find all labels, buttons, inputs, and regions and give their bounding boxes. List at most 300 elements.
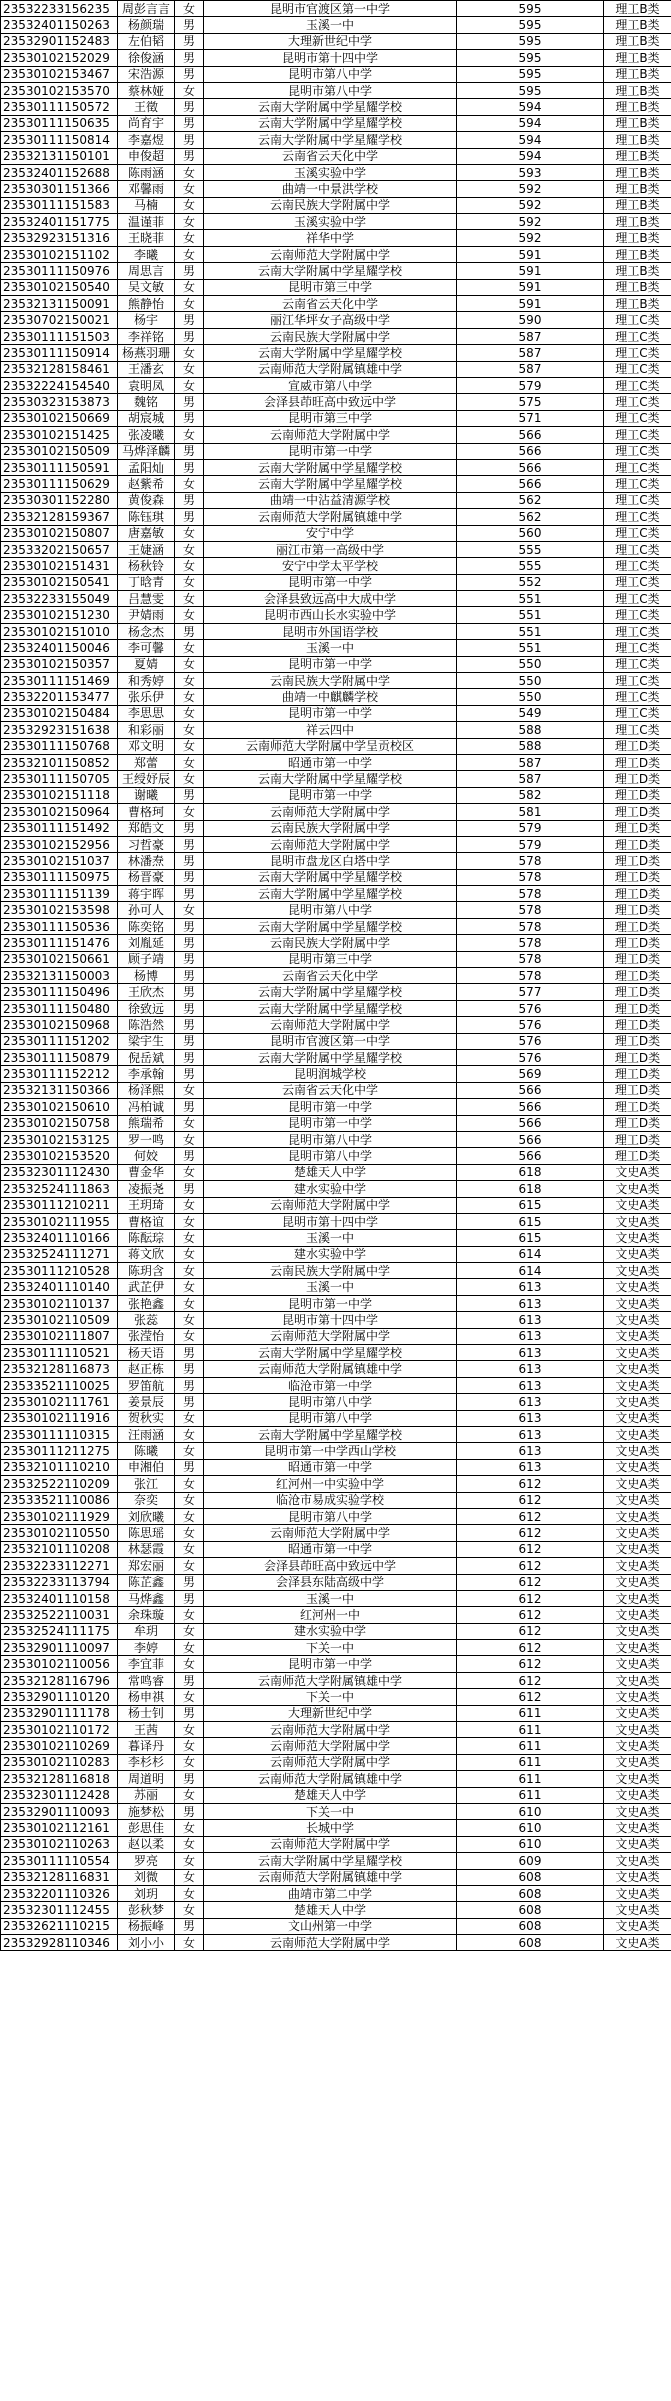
table-row <box>1 1148 671 1164</box>
candidate-id-cell: 23530323153873 <box>1 394 118 410</box>
category-cell: 理工C类 <box>604 394 671 410</box>
gender-cell: 女 <box>175 427 204 443</box>
score-cell: 614 <box>457 1263 604 1279</box>
table-row <box>1 804 671 820</box>
candidate-id-cell: 23530111150572 <box>1 99 118 115</box>
gender-cell: 男 <box>175 1033 204 1049</box>
table-row <box>1 1476 671 1492</box>
gender-cell: 女 <box>175 722 204 738</box>
table-row <box>1 361 671 377</box>
table-row <box>1 591 671 607</box>
gender-cell: 女 <box>175 214 204 230</box>
student-name-cell: 陈玥含 <box>118 1263 175 1279</box>
table-row <box>1 1640 671 1656</box>
candidate-id-cell: 23530102151425 <box>1 427 118 443</box>
candidate-id-cell: 23532201110326 <box>1 1885 118 1901</box>
gender-cell: 女 <box>175 705 204 721</box>
score-cell: 613 <box>457 1328 604 1344</box>
score-cell: 566 <box>457 427 604 443</box>
gender-cell: 男 <box>175 1017 204 1033</box>
student-name-cell: 熊瑞希 <box>118 1115 175 1131</box>
gender-cell: 女 <box>175 1820 204 1836</box>
school-cell: 云南大学附属中学星耀学校 <box>204 1426 457 1442</box>
candidate-id-cell: 23532301112455 <box>1 1902 118 1918</box>
gender-cell: 女 <box>175 656 204 672</box>
score-cell: 579 <box>457 836 604 852</box>
school-cell: 临沧市易成实验学校 <box>204 1492 457 1508</box>
score-cell: 566 <box>457 1148 604 1164</box>
gender-cell: 女 <box>175 1 204 17</box>
score-cell: 579 <box>457 820 604 836</box>
score-cell: 590 <box>457 312 604 328</box>
table-row <box>1 345 671 361</box>
student-name-cell: 熊静怡 <box>118 296 175 312</box>
candidate-id-cell: 23530102150540 <box>1 279 118 295</box>
gender-cell: 女 <box>175 1164 204 1180</box>
candidate-id-cell: 23530102153125 <box>1 1131 118 1147</box>
student-name-cell: 吕慧雯 <box>118 591 175 607</box>
category-cell: 理工B类 <box>604 17 671 33</box>
table-row <box>1 1000 671 1016</box>
category-cell: 文史A类 <box>604 1656 671 1672</box>
table-row <box>1 1590 671 1606</box>
score-cell: 549 <box>457 705 604 721</box>
school-cell: 红河州一中 <box>204 1607 457 1623</box>
student-name-cell: 陈芷鑫 <box>118 1574 175 1590</box>
candidate-id-cell: 23530111151202 <box>1 1033 118 1049</box>
gender-cell: 女 <box>175 1722 204 1738</box>
student-name-cell: 吴文敏 <box>118 279 175 295</box>
table-row <box>1 1263 671 1279</box>
student-name-cell: 牟玥 <box>118 1623 175 1639</box>
student-name-cell: 刘小小 <box>118 1935 175 1951</box>
school-cell: 玉溪实验中学 <box>204 214 457 230</box>
candidate-id-cell: 23530111150591 <box>1 459 118 475</box>
table-row <box>1 230 671 246</box>
table-row <box>1 1017 671 1033</box>
student-name-cell: 和秀婷 <box>118 673 175 689</box>
student-name-cell: 武芷伊 <box>118 1279 175 1295</box>
student-name-cell: 奈奕 <box>118 1492 175 1508</box>
score-cell: 576 <box>457 1033 604 1049</box>
table-row <box>1 820 671 836</box>
score-cell: 591 <box>457 279 604 295</box>
candidate-id-cell: 23530102150484 <box>1 705 118 721</box>
school-cell: 云南民族大学附属中学 <box>204 1263 457 1279</box>
category-cell: 理工C类 <box>604 558 671 574</box>
student-name-cell: 林潘焘 <box>118 853 175 869</box>
category-cell: 文史A类 <box>604 1246 671 1262</box>
student-name-cell: 周道明 <box>118 1771 175 1787</box>
candidate-id-cell: 23530111151139 <box>1 886 118 902</box>
gender-cell: 女 <box>175 1738 204 1754</box>
category-cell: 理工D类 <box>604 853 671 869</box>
score-cell: 569 <box>457 1066 604 1082</box>
student-name-cell: 王潘玄 <box>118 361 175 377</box>
table-row <box>1 164 671 180</box>
table-row <box>1 771 671 787</box>
category-cell: 文史A类 <box>604 1164 671 1180</box>
gender-cell: 男 <box>175 1590 204 1606</box>
student-name-cell: 凌振尧 <box>118 1181 175 1197</box>
table-row <box>1 1 671 17</box>
candidate-id-cell: 23530111151583 <box>1 197 118 213</box>
student-name-cell: 张艳鑫 <box>118 1295 175 1311</box>
student-name-cell: 顾子靖 <box>118 951 175 967</box>
table-row <box>1 1131 671 1147</box>
school-cell: 云南大学附属中学星耀学校 <box>204 99 457 115</box>
gender-cell: 男 <box>175 1000 204 1016</box>
school-cell: 昆明市第一中学 <box>204 656 457 672</box>
category-cell: 文史A类 <box>604 1705 671 1721</box>
school-cell: 云南师范大学附属镇雄中学 <box>204 1869 457 1885</box>
candidate-id-cell: 23532233112271 <box>1 1558 118 1574</box>
candidate-id-cell: 23532401110158 <box>1 1590 118 1606</box>
table-row <box>1 1508 671 1524</box>
table-row <box>1 1705 671 1721</box>
student-name-cell: 周思言 <box>118 263 175 279</box>
category-cell: 理工B类 <box>604 99 671 115</box>
candidate-id-cell: 23530102111916 <box>1 1410 118 1426</box>
score-cell: 611 <box>457 1722 604 1738</box>
score-cell: 612 <box>457 1492 604 1508</box>
candidate-id-cell: 23530111150814 <box>1 132 118 148</box>
student-name-cell: 申俊超 <box>118 148 175 164</box>
table-row <box>1 918 671 934</box>
student-name-cell: 郑宏丽 <box>118 1558 175 1574</box>
school-cell: 会泽县茚旺高中致远中学 <box>204 394 457 410</box>
candidate-id-cell: 23530102110550 <box>1 1525 118 1541</box>
candidate-id-cell: 23530102153467 <box>1 66 118 82</box>
category-cell: 理工D类 <box>604 1066 671 1082</box>
student-name-cell: 尚育宇 <box>118 115 175 131</box>
category-cell: 文史A类 <box>604 1410 671 1426</box>
school-cell: 云南大学附属中学星耀学校 <box>204 918 457 934</box>
category-cell: 理工D类 <box>604 836 671 852</box>
student-name-cell: 王玥琦 <box>118 1197 175 1213</box>
category-cell: 理工C类 <box>604 640 671 656</box>
candidate-id-cell: 23533521110025 <box>1 1377 118 1393</box>
student-name-cell: 刘欣曦 <box>118 1508 175 1524</box>
gender-cell: 男 <box>175 50 204 66</box>
table-row <box>1 902 671 918</box>
gender-cell: 男 <box>175 918 204 934</box>
candidate-id-cell: 23530111151476 <box>1 935 118 951</box>
category-cell: 理工C类 <box>604 443 671 459</box>
gender-cell: 男 <box>175 148 204 164</box>
gender-cell: 女 <box>175 377 204 393</box>
student-name-cell: 陈钰琪 <box>118 509 175 525</box>
school-cell: 建水实验中学 <box>204 1246 457 1262</box>
category-cell: 理工C类 <box>604 459 671 475</box>
score-cell: 613 <box>457 1394 604 1410</box>
candidate-id-cell: 23530301151366 <box>1 181 118 197</box>
table-row <box>1 1345 671 1361</box>
category-cell: 理工D类 <box>604 1115 671 1131</box>
table-row <box>1 1820 671 1836</box>
school-cell: 云南师范大学附属中学 <box>204 1836 457 1852</box>
score-cell: 587 <box>457 328 604 344</box>
school-cell: 楚雄天人中学 <box>204 1164 457 1180</box>
table-row <box>1 1607 671 1623</box>
candidate-id-cell: 23532621110215 <box>1 1918 118 1934</box>
candidate-id-cell: 23533521110086 <box>1 1492 118 1508</box>
category-cell: 理工B类 <box>604 197 671 213</box>
category-cell: 文史A类 <box>604 1443 671 1459</box>
candidate-id-cell: 23530111151469 <box>1 673 118 689</box>
table-row <box>1 1230 671 1246</box>
score-cell: 613 <box>457 1443 604 1459</box>
table-row <box>1 1623 671 1639</box>
category-cell: 理工D类 <box>604 1033 671 1049</box>
school-cell: 玉溪一中 <box>204 17 457 33</box>
score-cell: 588 <box>457 722 604 738</box>
student-name-cell: 王婕涵 <box>118 541 175 557</box>
gender-cell: 男 <box>175 492 204 508</box>
table-row <box>1 1492 671 1508</box>
table-row <box>1 197 671 213</box>
student-name-cell: 罗亮 <box>118 1853 175 1869</box>
table-row <box>1 787 671 803</box>
school-cell: 玉溪一中 <box>204 1279 457 1295</box>
category-cell: 理工D类 <box>604 820 671 836</box>
student-name-cell: 王晓菲 <box>118 230 175 246</box>
school-cell: 玉溪一中 <box>204 640 457 656</box>
candidate-id-cell: 23532128158461 <box>1 361 118 377</box>
table-row <box>1 263 671 279</box>
student-name-cell: 曹格珂 <box>118 804 175 820</box>
candidate-id-cell: 23532522110031 <box>1 1607 118 1623</box>
score-cell: 587 <box>457 361 604 377</box>
category-cell: 理工B类 <box>604 230 671 246</box>
gender-cell: 男 <box>175 509 204 525</box>
student-name-cell: 彭思佳 <box>118 1820 175 1836</box>
category-cell: 文史A类 <box>604 1508 671 1524</box>
category-cell: 文史A类 <box>604 1640 671 1656</box>
student-name-cell: 夏婧 <box>118 656 175 672</box>
category-cell: 文史A类 <box>604 1197 671 1213</box>
school-cell: 建水实验中学 <box>204 1623 457 1639</box>
score-cell: 566 <box>457 1131 604 1147</box>
school-cell: 昭通市第一中学 <box>204 1459 457 1475</box>
student-name-cell: 杨申祺 <box>118 1689 175 1705</box>
table-row <box>1 607 671 623</box>
candidate-id-cell: 23532928110346 <box>1 1935 118 1951</box>
gender-cell: 男 <box>175 410 204 426</box>
student-name-cell: 李承翰 <box>118 1066 175 1082</box>
student-name-cell: 赵紫希 <box>118 476 175 492</box>
candidate-id-cell: 23530111110315 <box>1 1426 118 1442</box>
student-name-cell: 杨泽熙 <box>118 1082 175 1098</box>
candidate-id-cell: 23530301152280 <box>1 492 118 508</box>
category-cell: 文史A类 <box>604 1525 671 1541</box>
score-cell: 591 <box>457 296 604 312</box>
school-cell: 云南民族大学附属中学 <box>204 197 457 213</box>
school-cell: 楚雄天人中学 <box>204 1902 457 1918</box>
category-cell: 理工D类 <box>604 869 671 885</box>
score-cell: 595 <box>457 33 604 49</box>
table-row <box>1 1902 671 1918</box>
candidate-id-cell: 23532131150366 <box>1 1082 118 1098</box>
table-row <box>1 1082 671 1098</box>
student-name-cell: 王徵 <box>118 99 175 115</box>
gender-cell: 女 <box>175 1312 204 1328</box>
score-cell: 579 <box>457 377 604 393</box>
category-cell: 理工D类 <box>604 886 671 902</box>
table-row <box>1 394 671 410</box>
gender-cell: 男 <box>175 132 204 148</box>
school-cell: 昆明市盘龙区白塔中学 <box>204 853 457 869</box>
gender-cell: 男 <box>175 263 204 279</box>
category-cell: 文史A类 <box>604 1590 671 1606</box>
table-row <box>1 1836 671 1852</box>
school-cell: 昆明润城学校 <box>204 1066 457 1082</box>
score-cell: 566 <box>457 1099 604 1115</box>
gender-cell: 女 <box>175 1508 204 1524</box>
school-cell: 云南师范大学附属中学 <box>204 1017 457 1033</box>
score-cell: 611 <box>457 1787 604 1803</box>
category-cell: 理工C类 <box>604 591 671 607</box>
candidate-id-cell: 23530102150509 <box>1 443 118 459</box>
school-cell: 昆明市第三中学 <box>204 410 457 426</box>
score-cell: 588 <box>457 738 604 754</box>
score-cell: 608 <box>457 1918 604 1934</box>
gender-cell: 女 <box>175 1869 204 1885</box>
score-cell: 595 <box>457 82 604 98</box>
school-cell: 云南师范大学附属中学 <box>204 836 457 852</box>
school-cell: 下关一中 <box>204 1640 457 1656</box>
gender-cell: 女 <box>175 1213 204 1229</box>
score-cell: 576 <box>457 1017 604 1033</box>
school-cell: 云南师范大学附属中学 <box>204 804 457 820</box>
school-cell: 昆明市西山长水实验中学 <box>204 607 457 623</box>
candidate-id-cell: 23530111150975 <box>1 869 118 885</box>
score-cell: 550 <box>457 656 604 672</box>
student-name-cell: 王欣杰 <box>118 984 175 1000</box>
category-cell: 理工D类 <box>604 804 671 820</box>
category-cell: 理工D类 <box>604 754 671 770</box>
score-cell: 612 <box>457 1689 604 1705</box>
category-cell: 理工D类 <box>604 1131 671 1147</box>
category-cell: 文史A类 <box>604 1230 671 1246</box>
candidate-id-cell: 23530102150357 <box>1 656 118 672</box>
school-cell: 昆明市第三中学 <box>204 951 457 967</box>
candidate-id-cell: 23532131150101 <box>1 148 118 164</box>
category-cell: 文史A类 <box>604 1607 671 1623</box>
gender-cell: 男 <box>175 1803 204 1819</box>
school-cell: 云南大学附属中学星耀学校 <box>204 115 457 131</box>
school-cell: 楚雄天人中学 <box>204 1787 457 1803</box>
score-cell: 612 <box>457 1574 604 1590</box>
candidate-id-cell: 23532401150263 <box>1 17 118 33</box>
gender-cell: 女 <box>175 345 204 361</box>
category-cell: 理工B类 <box>604 132 671 148</box>
candidate-id-cell: 23530111150768 <box>1 738 118 754</box>
gender-cell: 女 <box>175 689 204 705</box>
student-name-cell: 申湘伯 <box>118 1459 175 1475</box>
school-cell: 昆明市第一中学 <box>204 1099 457 1115</box>
school-cell: 云南大学附属中学星耀学校 <box>204 1000 457 1016</box>
school-cell: 云南大学附属中学星耀学校 <box>204 984 457 1000</box>
category-cell: 理工D类 <box>604 1148 671 1164</box>
school-cell: 下关一中 <box>204 1689 457 1705</box>
gender-cell: 男 <box>175 1771 204 1787</box>
table-row <box>1 1722 671 1738</box>
score-cell: 612 <box>457 1541 604 1557</box>
table-row <box>1 1754 671 1770</box>
table-row <box>1 1672 671 1688</box>
candidate-id-cell: 23532101110210 <box>1 1459 118 1475</box>
student-name-cell: 陈曦 <box>118 1443 175 1459</box>
table-row <box>1 328 671 344</box>
score-cell: 610 <box>457 1836 604 1852</box>
student-name-cell: 郑蕾 <box>118 754 175 770</box>
table-row <box>1 574 671 590</box>
candidate-id-cell: 23530111110521 <box>1 1345 118 1361</box>
table-row <box>1 1853 671 1869</box>
score-cell: 578 <box>457 935 604 951</box>
gender-cell: 男 <box>175 869 204 885</box>
table-row <box>1 1738 671 1754</box>
category-cell: 理工C类 <box>604 574 671 590</box>
score-cell: 612 <box>457 1558 604 1574</box>
score-cell: 613 <box>457 1279 604 1295</box>
candidate-id-cell: 23532101150852 <box>1 754 118 770</box>
table-row <box>1 99 671 115</box>
category-cell: 理工B类 <box>604 115 671 131</box>
student-name-cell: 李祥铭 <box>118 328 175 344</box>
score-cell: 615 <box>457 1213 604 1229</box>
candidate-id-cell: 23530102150968 <box>1 1017 118 1033</box>
gender-cell: 女 <box>175 230 204 246</box>
candidate-id-cell: 23530102111929 <box>1 1508 118 1524</box>
table-row <box>1 509 671 525</box>
gender-cell: 女 <box>175 558 204 574</box>
score-cell: 575 <box>457 394 604 410</box>
student-name-cell: 谢曦 <box>118 787 175 803</box>
category-cell: 文史A类 <box>604 1328 671 1344</box>
candidate-id-cell: 23532901110120 <box>1 1689 118 1705</box>
category-cell: 理工C类 <box>604 410 671 426</box>
candidate-id-cell: 23532401150046 <box>1 640 118 656</box>
gender-cell: 男 <box>175 1345 204 1361</box>
score-cell: 566 <box>457 459 604 475</box>
category-cell: 理工C类 <box>604 492 671 508</box>
school-cell: 昆明市第八中学 <box>204 1148 457 1164</box>
gender-cell: 男 <box>175 1705 204 1721</box>
student-name-cell: 李婷 <box>118 1640 175 1656</box>
candidate-id-cell: 23530111150879 <box>1 1050 118 1066</box>
candidate-id-cell: 23532128159367 <box>1 509 118 525</box>
table-row <box>1 1361 671 1377</box>
table-row <box>1 279 671 295</box>
score-cell: 610 <box>457 1820 604 1836</box>
gender-cell: 男 <box>175 1361 204 1377</box>
school-cell: 昆明市第八中学 <box>204 902 457 918</box>
category-cell: 理工B类 <box>604 50 671 66</box>
gender-cell: 女 <box>175 771 204 787</box>
category-cell: 文史A类 <box>604 1722 671 1738</box>
table-row <box>1 1377 671 1393</box>
student-name-cell: 杨博 <box>118 968 175 984</box>
candidate-id-cell: 23530102153570 <box>1 82 118 98</box>
category-cell: 理工D类 <box>604 1000 671 1016</box>
score-cell: 552 <box>457 574 604 590</box>
school-cell: 云南民族大学附属中学 <box>204 935 457 951</box>
gender-cell: 男 <box>175 1148 204 1164</box>
school-cell: 昆明市官渡区第一中学 <box>204 1 457 17</box>
school-cell: 昆明市第一中学西山学校 <box>204 1443 457 1459</box>
